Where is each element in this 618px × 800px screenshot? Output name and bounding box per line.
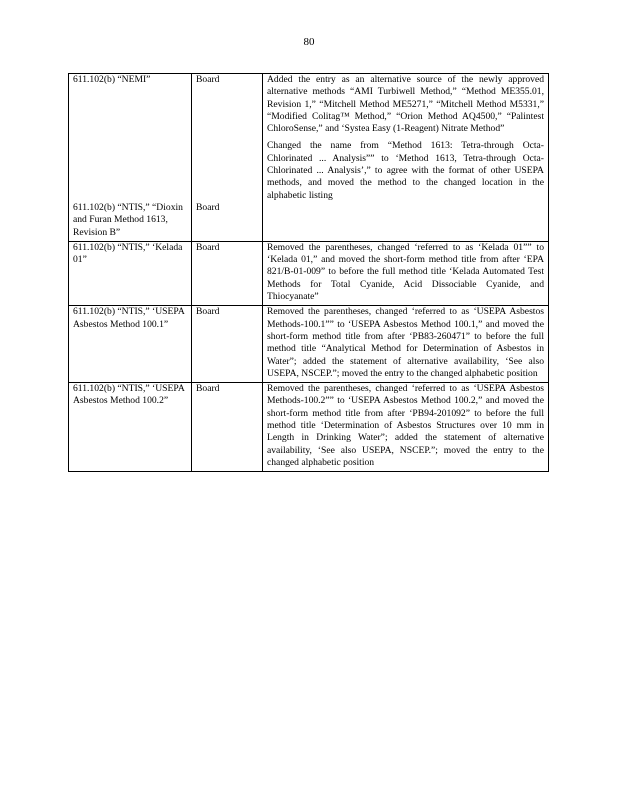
section-cell: [69, 74, 192, 242]
changed-by: Board: [196, 202, 220, 213]
section-cell: [69, 306, 192, 383]
by-cell: [192, 241, 263, 305]
table-row: [69, 74, 549, 242]
section-citation: 611.102(b) “NTIS,” ‘USEPA Asbestos Method 100.1”: [73, 306, 185, 330]
changed-by: Board: [196, 306, 220, 318]
description-cell: [263, 74, 549, 242]
table-row: [69, 306, 549, 383]
change-description: Changed the name from “Method 1613: Tetra-through Octa-Chlorinated ... Analysis”” to ‘Method 1613, Tetra-through Octa-Chlorinated ... Analysis’,” to agree with the format of other USEPA methods, and moved the method to the changed location in the alphabetic listing: [267, 140, 544, 201]
section-citation: 611.102(b) “NTIS,” “Dioxin and Furan Method 1613, Revision B”: [73, 202, 183, 238]
change-description: Removed the parentheses, changed ‘referred to as ‘USEPA Asbestos Methods-100.1”” to ‘USEPA Asbestos Method 100.1,” and moved the short-form method title from after ‘PB83-260471” to before the full method title “Analytical Method for Determination of Asbestos in Water”; added the statement of alternative availability, ‘See also USEPA, NSCEP.”; moved the entry to the changed alphabetic position: [267, 306, 544, 379]
section-cell: [69, 383, 192, 472]
change-description: Added the entry as an alternative source of the newly approved alternative methods “AMI Turbiwell Method,” “Method ME355.01, Revision 1,” “Mitchell Method ME5271,” “Mitchell Method M5331,” “Modified Colitag™ Method,” “Orion Method AQ4500,” “Palintest ChloroSense,” and ‘Systea Easy (1-Reagent) Nitrate Method”: [267, 74, 544, 135]
changed-by: Board: [196, 74, 220, 85]
description-cell: [263, 306, 549, 383]
changed-by: Board: [196, 241, 220, 253]
table-row: [69, 241, 549, 305]
change-description: Removed the parentheses, changed ‘referred to as ‘Kelada 01”” to ‘Kelada 01,” and moved the short-form method title from after ‘EPA 821/B-01-009” to before the full method title ‘Kelada Automated Test Methods for Total Cyanide, Acid Dissociable Cyanide, and Thiocyanate”: [267, 241, 544, 303]
by-cell: [192, 383, 263, 472]
table-row: [69, 383, 549, 472]
section-citation: 611.102(b) “NTIS,” ‘Kelada 01”: [73, 241, 183, 266]
description-cell: [263, 241, 549, 305]
changed-by: Board: [196, 383, 220, 395]
by-cell: [192, 306, 263, 383]
description-cell: [263, 383, 549, 472]
changes-table: [68, 73, 549, 472]
section-citation: 611.102(b) “NTIS,” ‘USEPA Asbestos Method 100.2”: [73, 383, 185, 407]
section-citation: 611.102(b) “NEMI”: [73, 74, 151, 85]
by-cell: [192, 74, 263, 242]
change-description: Removed the parentheses, changed ‘referred to as ‘USEPA Asbestos Methods-100.2”” to ‘USEPA Asbestos Method 100.2,” and moved the short-form method title from after ‘PB94-201092” to before the full method title ‘Determination of Asbestos Structures over 10 mm in Length in Drinking Water”; added the statement of alternative availability, ‘See also USEPA, NSCEP.”; moved the entry to the changed alphabetic position: [267, 383, 544, 468]
page-number: 80: [303, 36, 315, 48]
section-cell: [69, 241, 192, 305]
